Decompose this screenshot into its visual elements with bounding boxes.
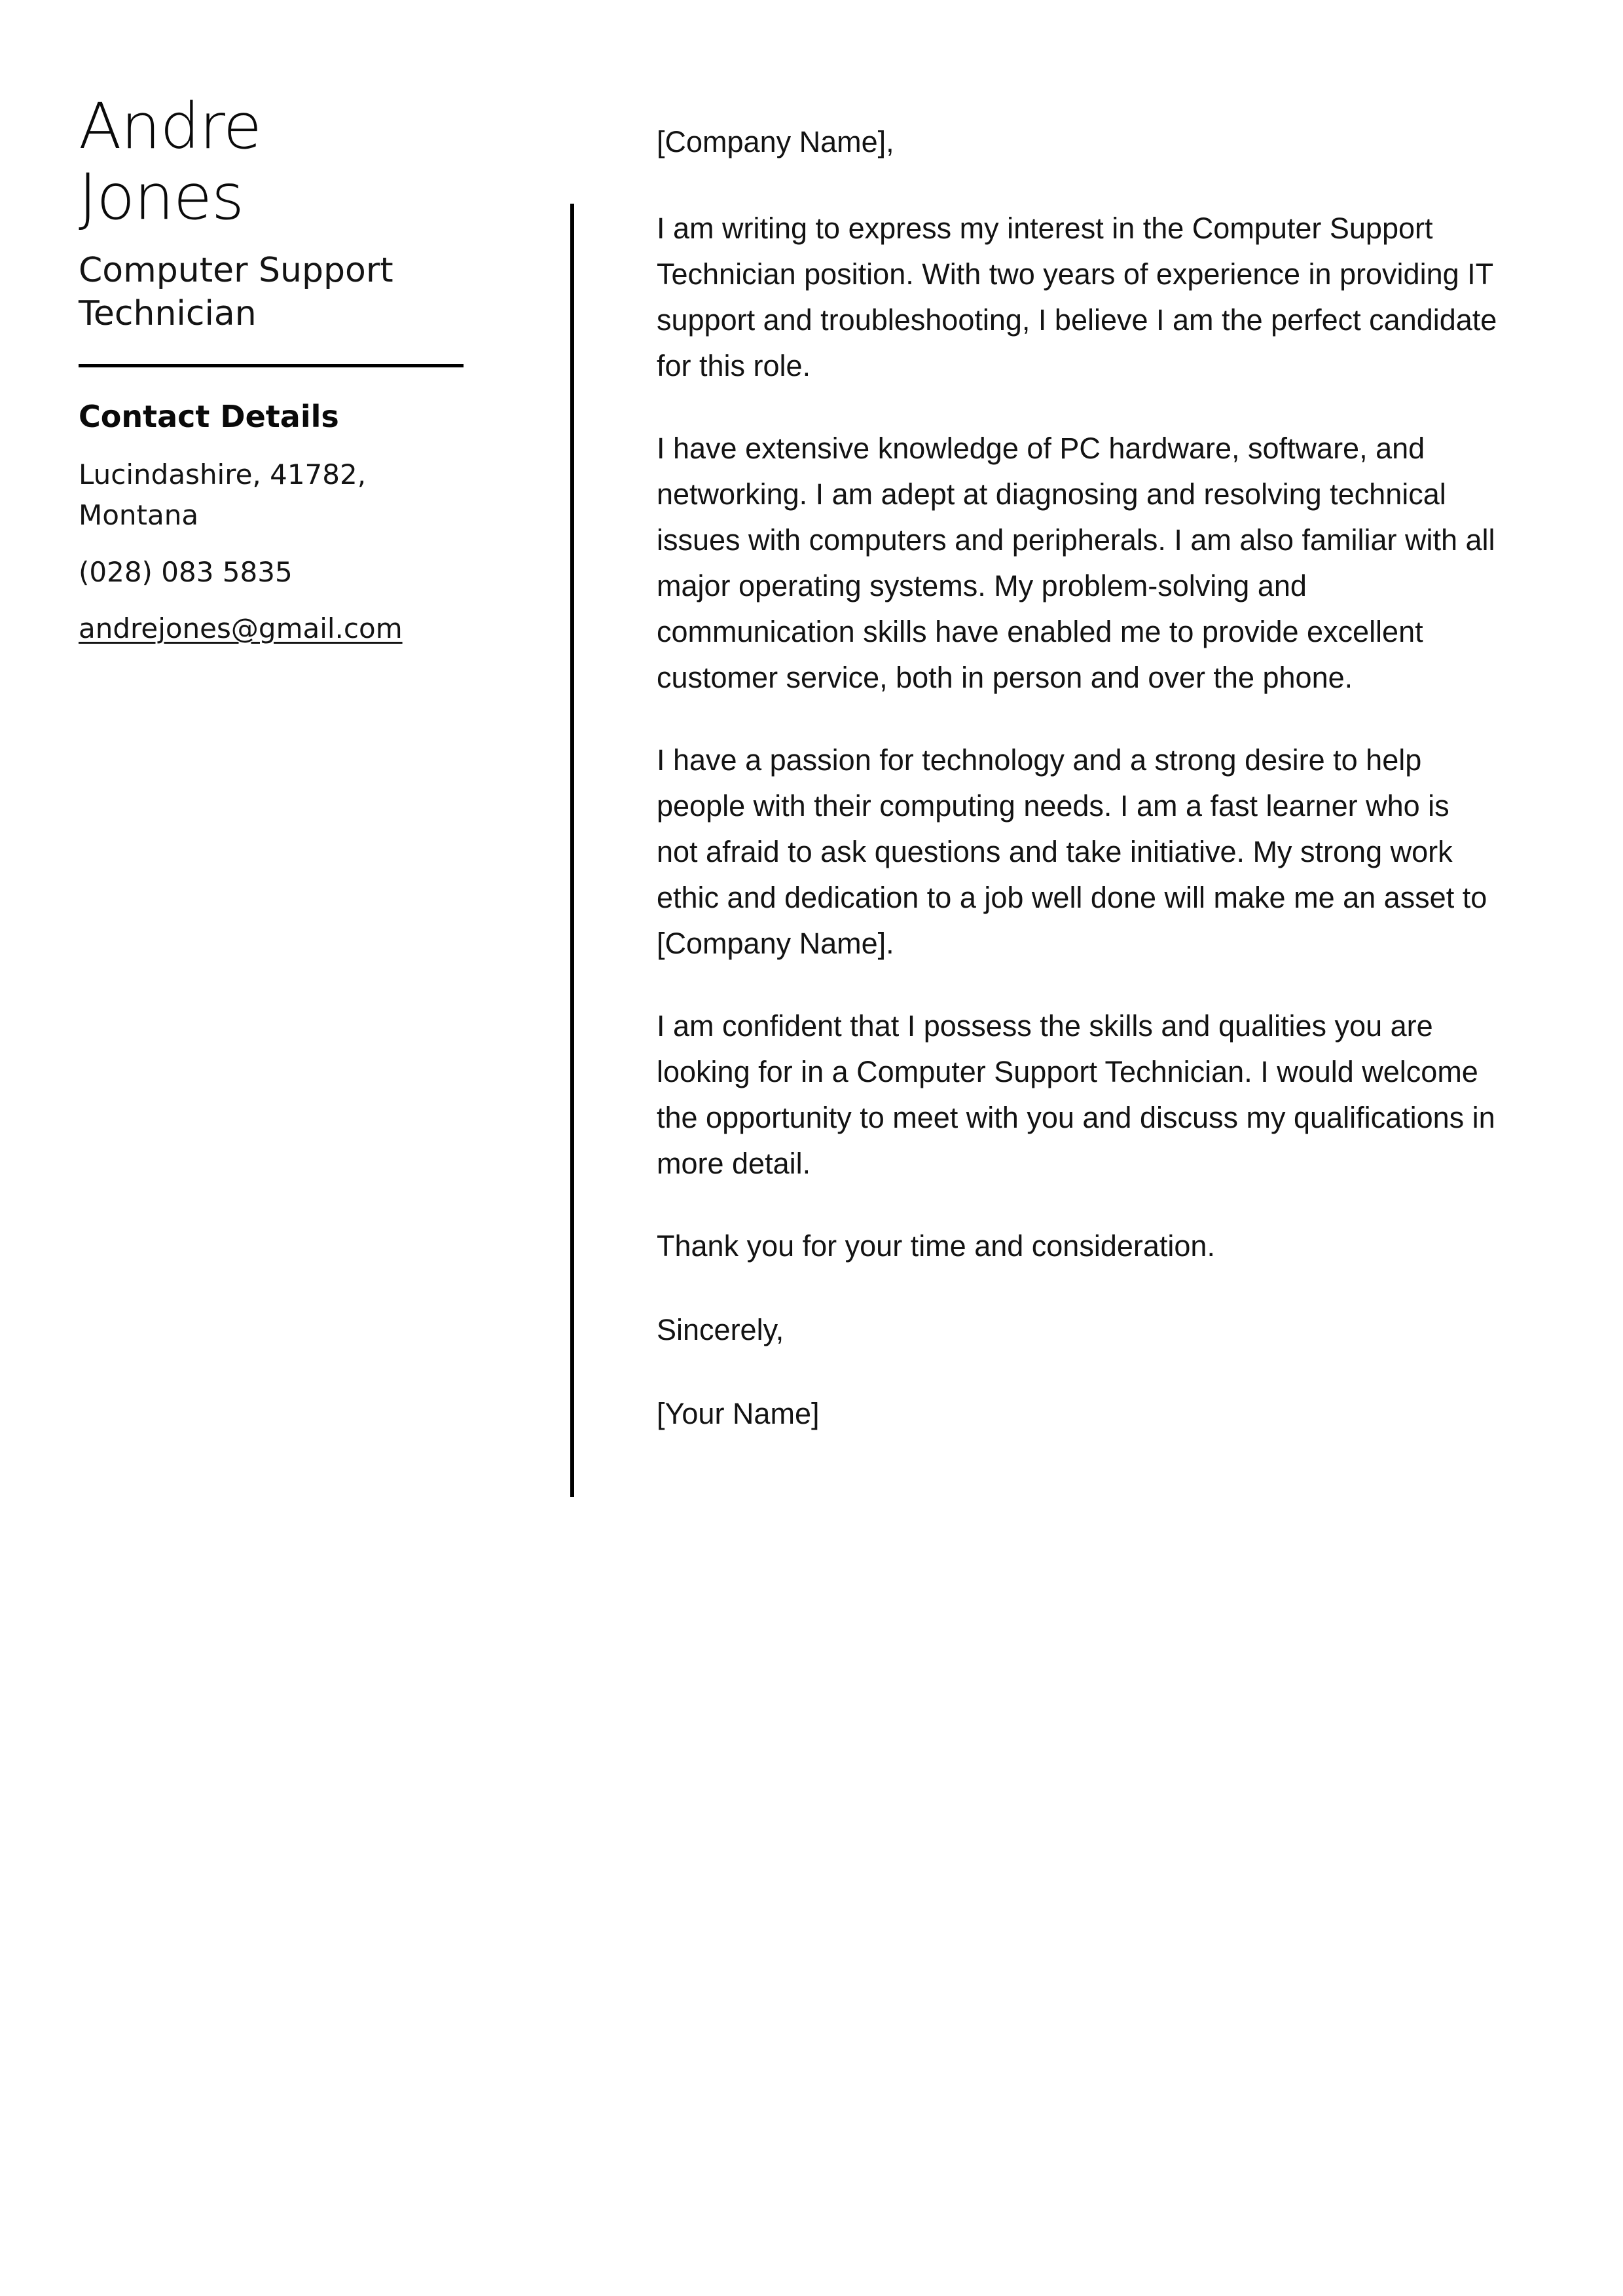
contact-phone: (028) 083 5835 xyxy=(79,555,293,588)
letter-paragraph-4: I am confident that I possess the skills and qualities you are looking for in a Computer Support Technician. I would welcome the opportunity to meet with you and discuss my qualifications in more detail. xyxy=(657,1009,1495,1180)
letter-paragraph-1: I am writing to express my interest in the Computer Support Technician position. With two years of experience in providing IT support and troubleshooting, I believe I am the perfect candidate for this role. xyxy=(657,212,1497,382)
job-title: Computer Support Technician xyxy=(79,251,393,333)
contact-details-heading: Contact Details xyxy=(79,399,339,435)
sidebar-divider-rule xyxy=(79,364,464,367)
sidebar xyxy=(79,92,484,665)
contact-address: Lucindashire, 41782, Montana xyxy=(79,458,367,532)
letter-thanks: Thank you for your time and consideration. xyxy=(657,1229,1215,1263)
applicant-name xyxy=(79,92,484,232)
vertical-divider xyxy=(570,204,574,1497)
contact-details-list xyxy=(79,454,484,649)
letter-body xyxy=(657,119,1498,1437)
letter-salutation: [Company Name], xyxy=(657,125,894,158)
letter-signature: [Your Name] xyxy=(657,1397,820,1430)
letter-paragraph-3: I have a passion for technology and a strong desire to help people with their computing needs. I am a fast learner who is not afraid to ask questions and take initiative. My strong work ethic and dedication to a job well done will make me an asset to [Company Name]. xyxy=(657,743,1487,960)
contact-email-link[interactable]: andrejones@gmail.com xyxy=(79,612,403,644)
letter-closing: Sincerely, xyxy=(657,1313,784,1346)
first-name: Andre xyxy=(79,90,261,163)
letter-paragraph-2: I have extensive knowledge of PC hardware, software, and networking. I am adept at diagnosing and resolving technical issues with computers and peripherals. I am also familiar with all major operating systems. My problem-solving and communication skills have enabled me to provide excellent customer service, both in person and over the phone. xyxy=(657,432,1495,694)
last-name: Jones xyxy=(79,160,244,234)
